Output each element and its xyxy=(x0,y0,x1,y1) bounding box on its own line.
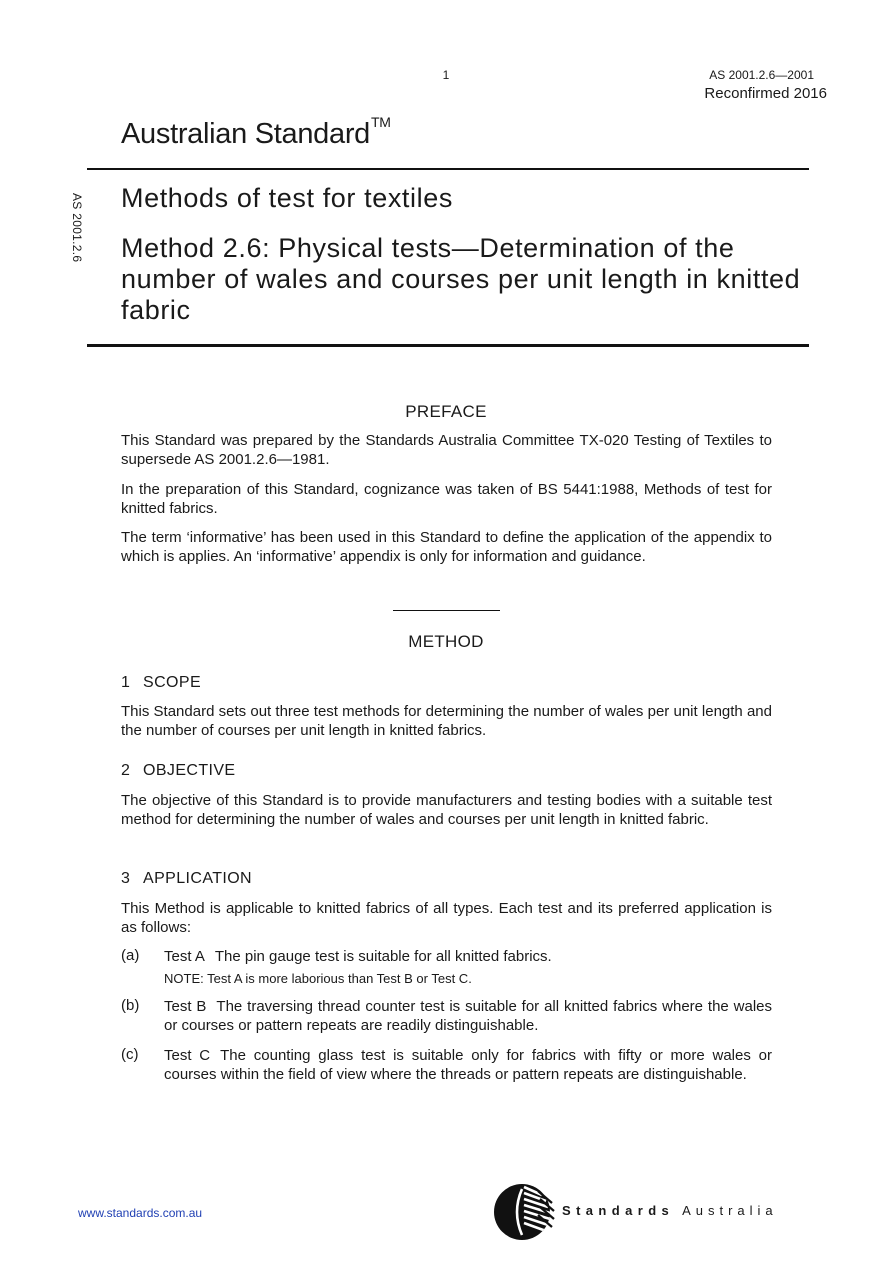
header-rule-top xyxy=(87,168,809,170)
section-title: SCOPE xyxy=(143,674,202,691)
test-name: Test B xyxy=(164,998,207,1015)
reconfirmed-date: Reconfirmed 2016 xyxy=(704,85,827,102)
section-heading-objective xyxy=(121,762,236,780)
preface-paragraph: This Standard was prepared by the Standards Australia Committee TX-020 Testing of Textiles to supersede AS 2001.2.6—1981. xyxy=(121,432,772,468)
test-description: The counting glass test is suitable only for fabrics with fifty or more wales or courses within the field of view where the threads or pattern repeats are distinguishable. xyxy=(164,1047,772,1083)
logo-word: Australia xyxy=(682,1203,778,1218)
section-heading-scope xyxy=(121,674,201,692)
section-text-application: This Method is applicable to knitted fabrics of all types. Each test and its preferred application is as follows: xyxy=(121,900,772,936)
section-title: APPLICATION xyxy=(143,870,253,887)
standard-number: AS 2001.2.6—2001 xyxy=(709,68,814,82)
list-item-label: (c) xyxy=(121,1046,139,1063)
list-item-label: (b) xyxy=(121,997,140,1014)
document-series-title: Methods of test for textiles xyxy=(121,183,453,213)
list-item-note: NOTE: Test A is more laborious than Test B or Test C. xyxy=(164,971,472,986)
section-number: 1 xyxy=(121,674,131,691)
section-text-scope: This Standard sets out three test methods for determining the number of wales per unit length and the number of courses per unit length in knitted fabrics. xyxy=(121,703,772,739)
preface-paragraph: In the preparation of this Standard, cognizance was taken of BS 5441:1988, Methods of test for knitted fabrics. xyxy=(121,481,772,517)
preface-paragraph: The term ‘informative’ has been used in this Standard to define the application of the appendix to which is applies. An ‘informative’ appendix is only for information and guidance. xyxy=(121,529,772,565)
logo-word-bold: Standards xyxy=(562,1203,675,1218)
list-item-text xyxy=(164,947,772,966)
website-link[interactable]: www.standards.com.au xyxy=(78,1206,203,1220)
header-rule-bottom xyxy=(87,344,809,347)
page-number: 1 xyxy=(442,68,450,82)
list-item-text xyxy=(164,1046,772,1084)
method-title: Method 2.6: Physical tests—Determination of the number of wales and courses per unit length in knitted fabric xyxy=(121,233,801,325)
side-label: AS 2001.2.6 xyxy=(70,193,84,263)
test-description: The traversing thread counter test is suitable for all knitted fabrics where the wales or courses or pattern repeats are readily distinguishable. xyxy=(164,998,772,1034)
section-text-objective: The objective of this Standard is to provide manufacturers and testing bodies with a suitable test method for determining the number of wales and courses per unit length in knitted fabric. xyxy=(121,792,772,828)
preface-heading: PREFACE xyxy=(405,402,487,421)
list-item-label: (a) xyxy=(121,947,140,964)
method-heading: METHOD xyxy=(408,632,484,651)
standards-australia-logo-icon xyxy=(494,1181,556,1243)
section-number: 3 xyxy=(121,870,131,887)
section-number: 2 xyxy=(121,762,131,779)
list-item-text xyxy=(164,997,772,1035)
standards-australia-logo-text xyxy=(562,1203,778,1218)
test-name: Test A xyxy=(164,948,205,965)
section-divider xyxy=(393,610,500,611)
test-description: The pin gauge test is suitable for all knitted fabrics. xyxy=(214,948,552,965)
test-name: Test C xyxy=(164,1047,211,1064)
section-heading-application xyxy=(121,870,252,888)
brand-title-text: Australian Standard xyxy=(121,118,371,150)
trademark-mark: TM xyxy=(371,114,391,130)
brand-title xyxy=(121,114,391,151)
section-title: OBJECTIVE xyxy=(143,762,236,779)
